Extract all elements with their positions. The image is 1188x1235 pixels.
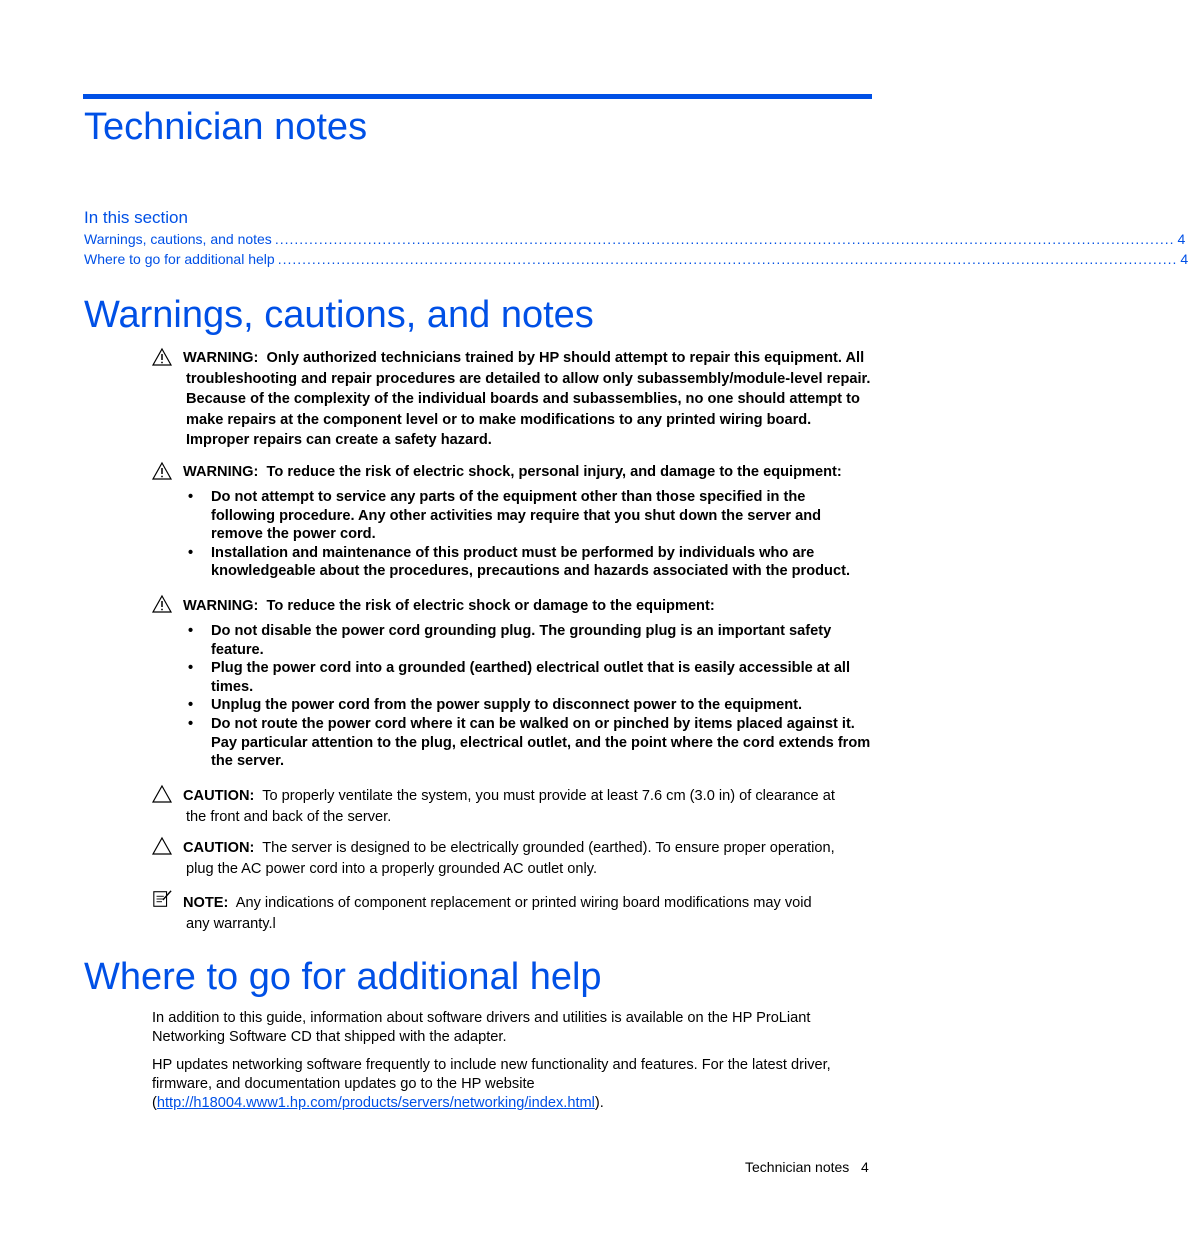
caution-label: CAUTION: — [183, 788, 255, 804]
bullet-dot-icon: • — [188, 544, 194, 561]
toc-entry-warnings[interactable] — [84, 231, 1186, 247]
caution-notice-2 — [183, 838, 873, 879]
warning-text: To reduce the risk of electric shock or damage to the equipment: — [266, 598, 715, 614]
caution-label: CAUTION: — [183, 840, 255, 856]
page-title: Technician notes — [84, 106, 368, 148]
toc-entry-page: 4 — [1180, 251, 1188, 267]
warning-notice-1 — [183, 348, 873, 451]
note-first-line: Any indications of component replacement or printed wiring board modifications may void — [235, 895, 812, 911]
note-notice — [183, 893, 873, 934]
list-item: • Unplug the power cord from the power supply to disconnect power to the equipment. — [188, 697, 803, 714]
warning-first-line: Only authorized technicians trained by HP should attempt to repair this equipment. All — [266, 350, 865, 366]
caution-text: the front and back of the server. — [186, 808, 392, 825]
warning-triangle-icon — [152, 461, 172, 481]
bullet-dot-icon: • — [188, 489, 194, 505]
warning-label: WARNING: — [183, 598, 259, 614]
bullet-dot-icon: • — [188, 697, 194, 714]
note-text: any warranty.l — [186, 915, 276, 932]
warning-2-bullet-list — [186, 488, 872, 581]
caution-first-line: To properly ventilate the system, you must provide at least 7.6 cm (3.0 in) of clearance at — [262, 788, 835, 804]
footer-section-name: Technician notes — [745, 1159, 850, 1175]
title-rule — [83, 94, 872, 99]
warning-notice-2 — [183, 462, 873, 483]
caution-triangle-icon — [152, 836, 172, 856]
toc-leader-dots: ........................................................................................................................................................................................ — [274, 231, 1175, 247]
warning-3-bullet-list — [186, 622, 872, 771]
warning-label: WARNING: — [183, 464, 259, 480]
hp-website-link[interactable]: http://h18004.www1.hp.com/products/servers/networking/index.html — [156, 1095, 595, 1111]
section-heading-warnings: Warnings, cautions, and notes — [84, 294, 594, 336]
caution-triangle-icon — [152, 784, 172, 804]
section-heading-additional-help: Where to go for additional help — [84, 956, 602, 998]
list-item: • Do not attempt to service any parts of the equipment other than those specified in the following procedure. Any other activities may require that you shut down the server and remove the power cord. — [188, 489, 822, 543]
footer-page-number: 4 — [860, 1159, 869, 1175]
warning-text: troubleshooting and repair procedures are detailed to allow only subassembly/module-level repair. Because of the complexity of the individual boards and subassemblies, no one should attempt to make repairs at the component level or to make modifications to any printed wiring board. Improper repairs can create a safety hazard. — [186, 370, 871, 449]
toc-entry-page: 4 — [1177, 231, 1186, 247]
toc-title: In this section — [84, 208, 188, 227]
page-footer — [745, 1159, 869, 1175]
note-label: NOTE: — [183, 895, 229, 911]
bullet-dot-icon: • — [188, 715, 194, 732]
warning-text: To reduce the risk of electric shock, personal injury, and damage to the equipment: — [266, 464, 842, 480]
note-pad-icon — [152, 889, 172, 909]
list-item: • Installation and maintenance of this product must be performed by individuals who are knowledgeable about the procedures, precautions and hazards associated with the product. — [188, 544, 851, 580]
caution-text: plug the AC power cord into a properly grounded AC outlet only. — [186, 860, 598, 877]
bullet-dot-icon: • — [188, 660, 194, 677]
list-item: • Do not disable the power cord grounding plug. The grounding plug is an important safety feature. — [188, 623, 832, 658]
toc-entry-label: Where to go for additional help — [84, 251, 275, 267]
warning-notice-3 — [183, 596, 873, 617]
help-paragraph-1: In addition to this guide, information about software drivers and utilities is available on the HP ProLiant Networking Software CD that shipped with the adapter. — [152, 1010, 811, 1045]
bullet-dot-icon: • — [188, 623, 194, 639]
caution-first-line: The server is designed to be electrically grounded (earthed). To ensure proper operation, — [262, 840, 835, 856]
toc-leader-dots: ........................................................................................................................................................................................ — [277, 251, 1178, 267]
help-paragraph-2: HP updates networking software frequently to include new functionality and features. For the latest driver, firmware, and documentation updates go to the HP website (http://h18004.www1.hp.com/products/servers/networking/index.html). — [152, 1057, 831, 1111]
warning-label: WARNING: — [183, 350, 259, 366]
toc-entry-additional-help[interactable] — [84, 251, 1188, 267]
help-paragraph-2-text: HP updates networking software frequently to include new functionality and features. For the latest driver, firmware, and documentation updates go to the HP website — [152, 1057, 831, 1092]
list-item: • Do not route the power cord where it can be walked on or pinched by items placed against it. Pay particular attention to the plug, electrical outlet, and the point where the cord extends from the server. — [188, 715, 871, 770]
warning-triangle-icon — [152, 347, 172, 367]
warning-triangle-icon — [152, 594, 172, 614]
list-item: • Plug the power cord into a grounded (earthed) electrical outlet that is easily accessible at all times. — [188, 660, 851, 695]
caution-notice-1 — [183, 786, 873, 827]
toc-entry-label: Warnings, cautions, and notes — [84, 231, 272, 247]
